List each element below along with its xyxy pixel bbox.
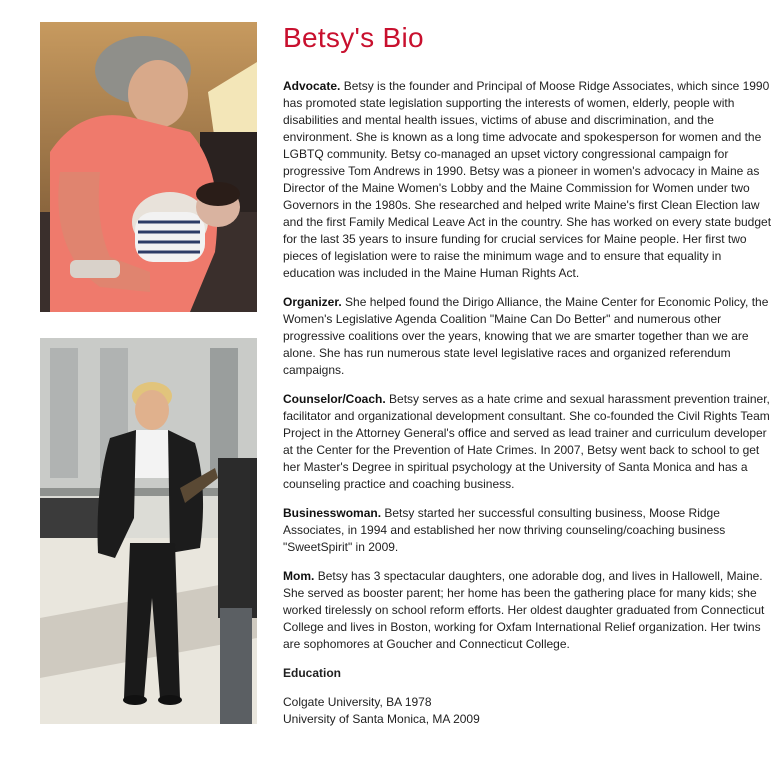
education-item: Colgate University, BA 1978 <box>283 695 432 709</box>
section-heading: Businesswoman. <box>283 506 382 520</box>
photo-betsy-holding-baby <box>40 22 257 312</box>
section-text: Betsy has 3 spectacular daughters, one adorable dog, and lives in Hallowell, Maine. She served as booster parent; her home has been the gathering place for many kids; she worked tirelessly on school reform efforts. Her oldest daughter graduated from Connecticut College and lives in Boston, working for Oxfam International Relief organization. Her twins are sophomores at Goucher and Connecticut College. <box>283 569 765 651</box>
section-heading: Organizer. <box>283 295 342 309</box>
education-heading: Education <box>283 666 342 680</box>
section-text: Betsy serves as a hate crime and sexual harassment prevention trainer, facilitator and organizational development consultant. She co-founded the Civil Rights Team Project in the Attorney General's office and served as lead trainer and curriculum developer at the Center for the Prevention of Hate Crimes. In 2007, Betsy went back to school to get her Master's Degree in spiritual psychology at the University of Santa Monica and has a counseling practice and coaching business. <box>283 392 770 491</box>
bio-section-advocate <box>283 78 775 282</box>
page-title: Betsy's Bio <box>283 22 424 53</box>
bio-content <box>283 18 775 728</box>
education-item: University of Santa Monica, MA 2009 <box>283 712 480 726</box>
photo-betsy-walking <box>40 338 257 724</box>
section-text: She helped found the Dirigo Alliance, the Maine Center for Economic Policy, the Women's Legislative Agenda Coalition "Maine Can Do Better" and numerous other progressive coalitions over the years, knowing that we are smarter together than we are alone. She has run numerous state level legislative races and organized referendum campaigns. <box>283 295 769 377</box>
section-text: Betsy is the founder and Principal of Moose Ridge Associates, which since 1990 has promoted state legislation supporting the interests of women, elderly, people with disabilities and mental health issues, victims of abuse and discrimination, and the environment. She is known as a long time advocate and spokesperson for women and the LGBTQ community. Betsy co-managed an upset victory congressional campaign for progressive Tom Andrews in 1990. Betsy was a pioneer in women's advocacy in Maine as Director of the Maine Women's Lobby and the Maine Commission for Women under two Governors in the 1980s. She researched and helped write Maine's first Clean Election law and the first Family Medical Leave Act in the country. She has worked on every state budget for the last 35 years to insure funding for crucial services for Maine people. Her first two pieces of legislation were to raise the minimum wage and to ensure that equality in education was included in the Maine Human Rights Act. <box>283 79 772 280</box>
section-heading: Mom. <box>283 569 315 583</box>
bio-section-businesswoman <box>283 505 775 556</box>
bio-section-organizer <box>283 294 775 379</box>
section-heading: Advocate. <box>283 79 341 93</box>
section-text: Betsy started her successful consulting business, Moose Ridge Associates, in 1994 and established her now thriving counseling/coaching business "SweetSpirit" in 2009. <box>283 506 726 554</box>
bio-section-mom <box>283 568 775 653</box>
section-heading: Counselor/Coach. <box>283 392 386 406</box>
bio-section-counselor <box>283 391 775 493</box>
